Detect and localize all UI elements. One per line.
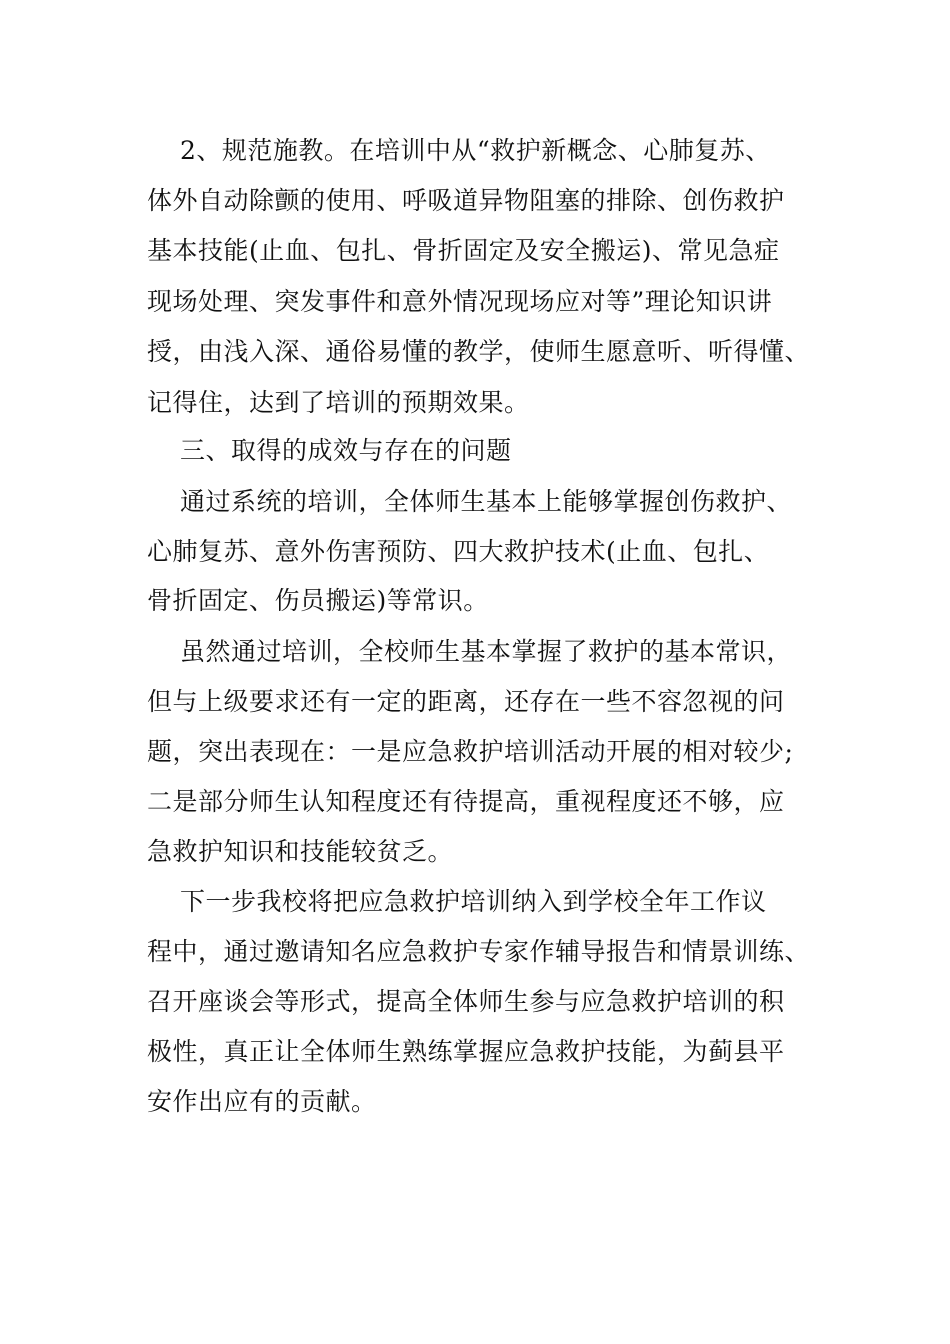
text-line: 心肺复苏、意外伤害预防、四大救护技术(止血、包扎、 (147, 537, 770, 566)
text-line: 骨折固定、伤员搬运)等常识。 (147, 586, 489, 615)
text-line: 二是部分师生认知程度还有待提高，重视程度还不够，应 (147, 787, 785, 816)
text-line: 2、规范施教。在培训中从“救护新概念、心肺复苏、 (180, 136, 771, 165)
text-line: 安作出应有的贡献。 (147, 1087, 377, 1116)
text-line: 但与上级要求还有一定的距离，还存在一些不容忽视的问 (147, 687, 785, 716)
text-line: 下一步我校将把应急救护培训纳入到学校全年工作议 (180, 887, 767, 916)
text-line: 虽然通过培训，全校师生基本掌握了救护的基本常识， (180, 637, 793, 666)
text-line: 题，突出表现在：一是应急救护培训活动开展的相对较少; (147, 737, 794, 766)
text-line: 程中，通过邀请知名应急救护专家作辅导报告和情景训练、 (147, 937, 811, 966)
text-line: 现场处理、突发事件和意外情况现场应对等”理论知识讲 (147, 287, 773, 316)
text-line: 极性，真正让全体师生熟练掌握应急救护技能，为蓟县平 (147, 1037, 785, 1066)
text-line: 基本技能(止血、包扎、骨折固定及安全搬运)、常见急症 (147, 236, 780, 265)
text-line: 授，由浅入深、通俗易懂的教学，使师生愿意听、听得懂、 (147, 337, 811, 366)
text-line: 记得住，达到了培训的预期效果。 (147, 388, 530, 417)
text-line: 通过系统的培训，全体师生基本上能够掌握创伤救护、 (180, 487, 793, 516)
text-line: 急救护知识和技能较贫乏。 (147, 837, 454, 866)
text-line: 体外自动除颤的使用、呼吸道异物阻塞的排除、创伤救护 (147, 186, 785, 215)
section-heading: 三、取得的成效与存在的问题 (180, 436, 512, 465)
text-line: 召开座谈会等形式，提高全体师生参与应急救护培训的积 (147, 987, 785, 1016)
